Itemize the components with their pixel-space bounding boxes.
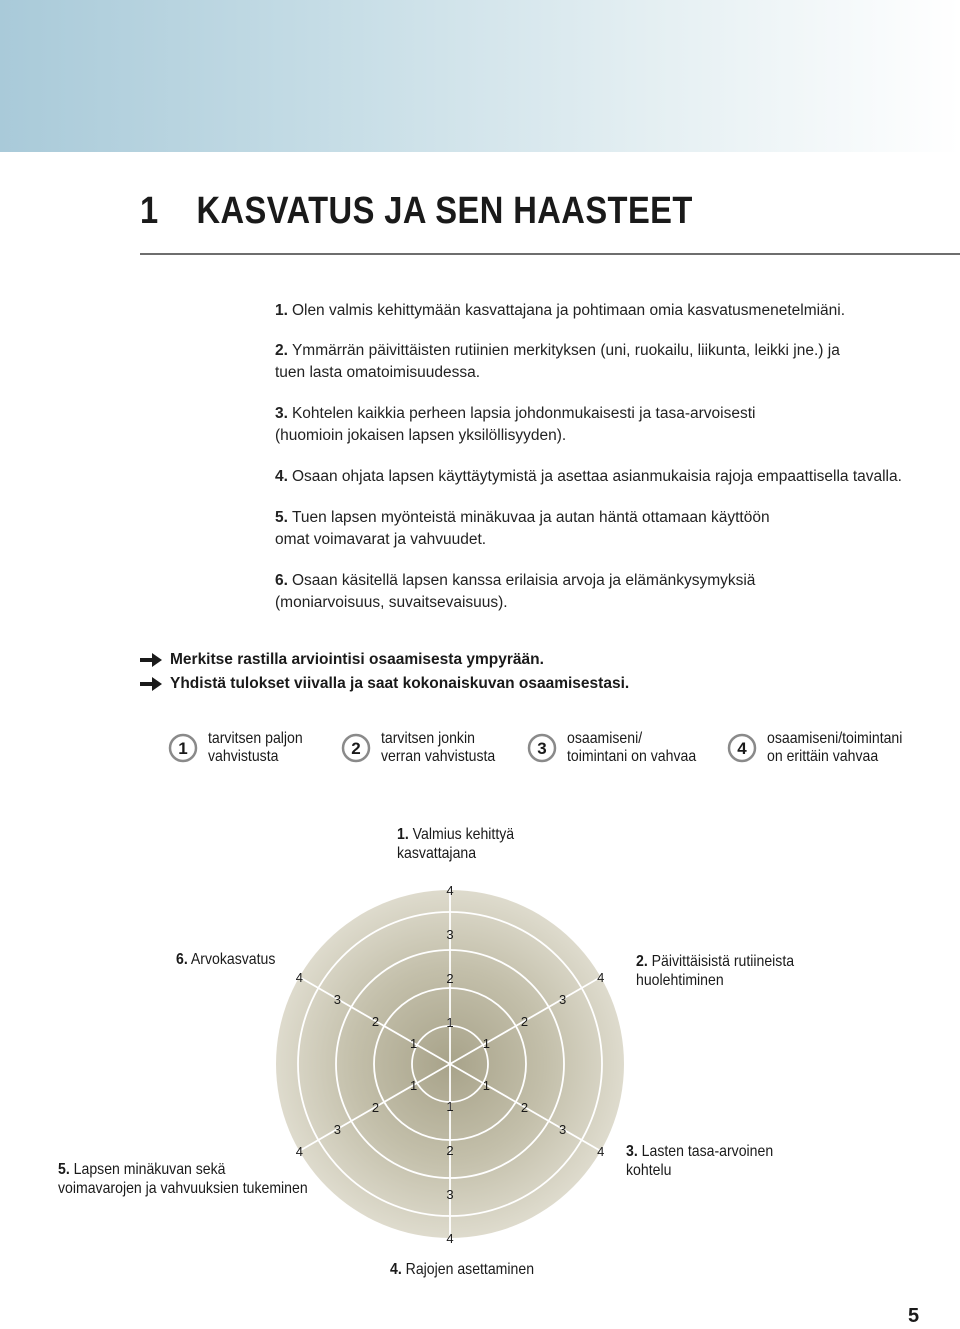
legend-text xyxy=(767,730,902,766)
goal-item xyxy=(275,340,855,384)
axis-number: 1. xyxy=(397,826,409,843)
axis-number: 3. xyxy=(626,1143,638,1160)
page-number: 5 xyxy=(908,1305,920,1327)
axis-label-text: Lasten tasa-arvoinen xyxy=(641,1143,774,1160)
axis-label-text: kohtelu xyxy=(626,1162,672,1179)
radar-tick-label: 2 xyxy=(520,1014,529,1029)
legend-line: tarvitsen jonkin xyxy=(381,730,475,747)
legend-item xyxy=(527,730,714,766)
level-badge-number: 1 xyxy=(178,739,188,758)
radar-tick-label: 1 xyxy=(446,1015,454,1030)
radar-tick-label: 4 xyxy=(446,883,454,898)
level-badge-number: 3 xyxy=(537,739,547,758)
legend-line: osaamiseni/toimintani xyxy=(767,730,903,747)
goal-number: 6. xyxy=(275,572,288,589)
legend-line: verran vahvistusta xyxy=(381,748,496,765)
axis-number: 6. xyxy=(176,951,188,968)
chapter-number: 1 xyxy=(140,190,159,232)
goal-number: 3. xyxy=(275,405,288,422)
goal-number: 4. xyxy=(275,468,288,485)
level-badge-icon xyxy=(527,733,557,763)
axis-label-4 xyxy=(390,1260,534,1279)
goal-text: Olen valmis kehittymään kasvattajana ja pohtimaan omia kasvatusmenetelmiäni. xyxy=(291,302,846,319)
legend-line: toimintani on vahvaa xyxy=(567,748,697,765)
goal-item xyxy=(275,466,935,488)
goals-list xyxy=(275,300,935,633)
legend-line: osaamiseni/ xyxy=(567,730,643,747)
instructions xyxy=(140,648,900,696)
legend-item xyxy=(168,730,316,766)
axis-label-text: Päivittäisistä rutiineista xyxy=(651,953,795,970)
axis-label-2 xyxy=(636,952,794,990)
goal-item xyxy=(275,403,805,447)
arrow-right-icon xyxy=(140,677,162,691)
legend-line: on erittäin vahvaa xyxy=(767,748,879,765)
level-badge-icon xyxy=(168,733,198,763)
goal-text: Ymmärrän päivittäisten rutiinien merkityksen (uni, ruokailu, liikunta, leikki jne.) ja tuen lasta omatoimisuudessa. xyxy=(275,342,840,381)
axis-label-text: Arvokasvatus xyxy=(190,951,276,968)
axis-label-text: huolehtiminen xyxy=(636,972,724,989)
radar-tick-label: 3 xyxy=(558,1122,567,1137)
axis-label-3 xyxy=(626,1142,773,1180)
radar-tick-label: 4 xyxy=(597,1144,605,1159)
radar-tick-label: 3 xyxy=(558,992,567,1007)
arrow-right-icon xyxy=(140,653,162,667)
axis-label-text: kasvattajana xyxy=(397,845,477,862)
header-banner xyxy=(0,0,960,152)
legend-text xyxy=(381,730,495,766)
goal-number: 5. xyxy=(275,509,288,526)
radar-tick-label: 4 xyxy=(597,970,605,985)
title-divider xyxy=(140,253,960,255)
radar-tick-label: 1 xyxy=(482,1036,490,1051)
radar-tick-label: 1 xyxy=(410,1078,418,1093)
legend-text xyxy=(208,730,303,766)
goal-item xyxy=(275,507,805,551)
legend-line: vahvistusta xyxy=(208,748,279,765)
goal-item xyxy=(275,570,785,614)
axis-label-5 xyxy=(58,1160,308,1198)
level-badge-icon xyxy=(727,733,757,763)
goal-item xyxy=(275,300,935,322)
radar-tick-label: 4 xyxy=(295,1144,303,1159)
axis-label-1 xyxy=(397,825,514,863)
radar-tick-label: 3 xyxy=(333,992,342,1007)
radar-tick-label: 1 xyxy=(446,1099,454,1114)
goal-text: Kohtelen kaikkia perheen lapsia johdonmukaisesti ja tasa-arvoisesti (huomioin jokaisen lapsen yksilöllisyyden). xyxy=(275,405,756,444)
chapter-title-text: KASVATUS JA SEN HAASTEET xyxy=(196,190,693,232)
radar-tick-label: 2 xyxy=(371,1014,380,1029)
legend-text xyxy=(567,730,696,766)
level-badge-number: 4 xyxy=(737,739,747,758)
legend-item xyxy=(341,730,511,766)
radar-tick-label: 1 xyxy=(482,1078,490,1093)
radar-tick-label: 3 xyxy=(446,927,454,942)
goal-text: Osaan käsitellä lapsen kanssa erilaisia arvoja ja elämänkysymyksiä (moniarvoisuus, suvaitsevaisuus). xyxy=(275,572,756,611)
axis-label-text: Lapsen minäkuvan sekä xyxy=(73,1161,226,1178)
radar-tick-label: 2 xyxy=(371,1100,380,1115)
radar-tick-label: 4 xyxy=(446,1231,454,1246)
radar-tick-label: 1 xyxy=(410,1036,418,1051)
radar-tick-label: 2 xyxy=(446,1143,454,1158)
chapter-title xyxy=(140,190,693,233)
level-badge-icon xyxy=(341,733,371,763)
axis-label-text: Rajojen asettaminen xyxy=(405,1261,535,1278)
goal-text: Tuen lapsen myönteistä minäkuvaa ja autan häntä ottamaan käyttöön omat voimavarat ja vahvuudet. xyxy=(275,509,770,548)
goal-number: 2. xyxy=(275,342,288,359)
goal-text: Osaan ohjata lapsen käyttäytymistä ja asettaa asianmukaisia rajoja empaattisella tavalla. xyxy=(291,468,902,485)
instruction-item xyxy=(140,672,900,696)
axis-label-6 xyxy=(176,950,275,969)
radar-tick-label: 2 xyxy=(520,1100,529,1115)
instruction-item xyxy=(140,648,900,672)
goal-number: 1. xyxy=(275,302,288,319)
radar-tick-label: 3 xyxy=(333,1122,342,1137)
axis-label-text: voimavarojen ja vahvuuksien tukeminen xyxy=(58,1180,308,1197)
radar-tick-label: 4 xyxy=(295,970,303,985)
level-badge-number: 2 xyxy=(351,739,361,758)
radar-tick-label: 3 xyxy=(446,1187,454,1202)
legend-item xyxy=(727,730,921,766)
instruction-text: Merkitse rastilla arviointisi osaamisesta ympyrään. xyxy=(170,651,544,668)
legend-line: tarvitsen paljon xyxy=(208,730,303,747)
radar-tick-label: 2 xyxy=(446,971,454,986)
axis-number: 4. xyxy=(390,1261,402,1278)
axis-label-text: Valmius kehittyä xyxy=(412,826,515,843)
axis-number: 5. xyxy=(58,1161,70,1178)
axis-number: 2. xyxy=(636,953,648,970)
instruction-text: Yhdistä tulokset viivalla ja saat kokonaiskuvan osaamisestasi. xyxy=(170,675,630,692)
